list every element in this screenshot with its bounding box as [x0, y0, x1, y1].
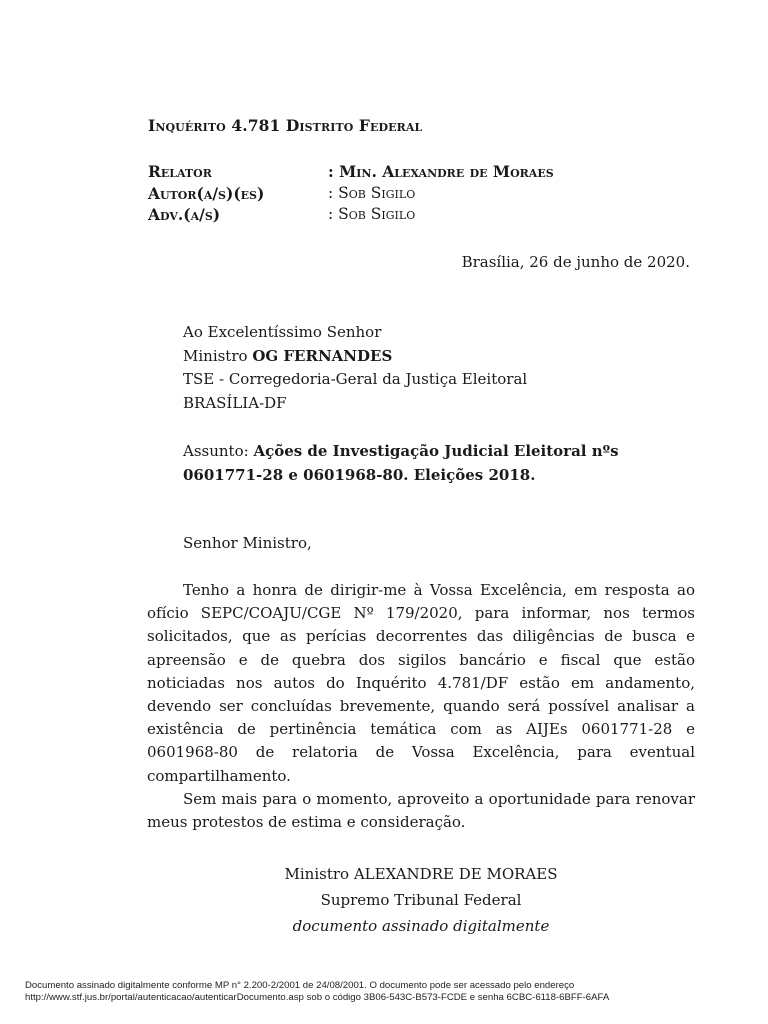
- meta-key: Autor(a/s)(es): [148, 183, 265, 203]
- subject-label: Assunto:: [183, 442, 254, 460]
- greeting: Senhor Ministro,: [183, 534, 312, 552]
- footer-line: http://www.stf.jus.br/portal/autenticacao/autenticarDocumento.asp sob o código 3B06-543C-B573-FCDE e senha 6CBC-6118-6BFF-6AFA: [25, 992, 610, 1003]
- body-paragraph: Tenho a honra de dirigir-me à Vossa Excelência, em resposta ao ofício SEPC/COAJU/CGE Nº 179/2020, para informar, nos termos solicitados, que as perícias decorrentes das diligências de busca e apreensão e de quebra dos sigilos bancário e fiscal que estão noticiadas nos autos do Inquérito 4.781/DF estão em andamento, devendo ser concluídas brevemente, quando será possível analisar a existência de pertinência temática com as AIJEs 0601771-28 e 0601968-80 de relatoria de Vossa Excelência, para eventual compartilhamento.: [147, 581, 695, 785]
- meta-value: : Sob Sigilo: [328, 183, 416, 202]
- addressee-line: Ao Excelentíssimo Senhor: [183, 323, 382, 341]
- signature-note: documento assinado digitalmente: [292, 917, 550, 935]
- addressee-block: [183, 321, 527, 415]
- meta-value: : Min. Alexandre de Moraes: [328, 162, 554, 181]
- signature-name: ALEXANDRE DE MORAES: [353, 865, 558, 883]
- case-metadata: [148, 161, 554, 226]
- meta-key: Relator: [148, 162, 212, 181]
- addressee-title: Ministro: [183, 346, 253, 365]
- body-paragraph: Sem mais para o momento, aproveito a oportunidade para renovar meus protestos de estima e consideração.: [147, 789, 695, 832]
- addressee-name: OG FERNANDES: [252, 346, 393, 365]
- document-date: Brasília, 26 de junho de 2020.: [461, 253, 690, 271]
- meta-value: : Sob Sigilo: [328, 205, 416, 223]
- signature-block: [221, 861, 621, 939]
- subject-text: Ações de Investigação Judicial Eleitoral nºs 0601771-28 e 0601968-80. Eleições 2018.: [183, 442, 619, 484]
- authentication-footer: [25, 980, 755, 1004]
- signature-title: Ministro: [284, 865, 354, 883]
- subject-line: [183, 440, 693, 487]
- signature-court: Supremo Tribunal Federal: [320, 891, 522, 909]
- addressee-line: TSE - Corregedoria-Geral da Justiça Eleitoral: [183, 370, 528, 388]
- addressee-line: [183, 345, 527, 369]
- signature-name-line: [221, 861, 621, 887]
- meta-row-autor: [148, 183, 554, 205]
- case-title: Inquérito 4.781 Distrito Federal: [148, 116, 423, 135]
- footer-line: Documento assinado digitalmente conforme MP n° 2.200-2/2001 de 24/08/2001. O documento pode ser acessado pelo endereço: [25, 980, 575, 991]
- meta-row-relator: [148, 161, 554, 183]
- meta-row-adv: [148, 204, 554, 226]
- meta-key: Adv.(a/s): [148, 205, 221, 224]
- addressee-line: BRASÍLIA-DF: [183, 393, 287, 412]
- letter-body: [147, 579, 695, 834]
